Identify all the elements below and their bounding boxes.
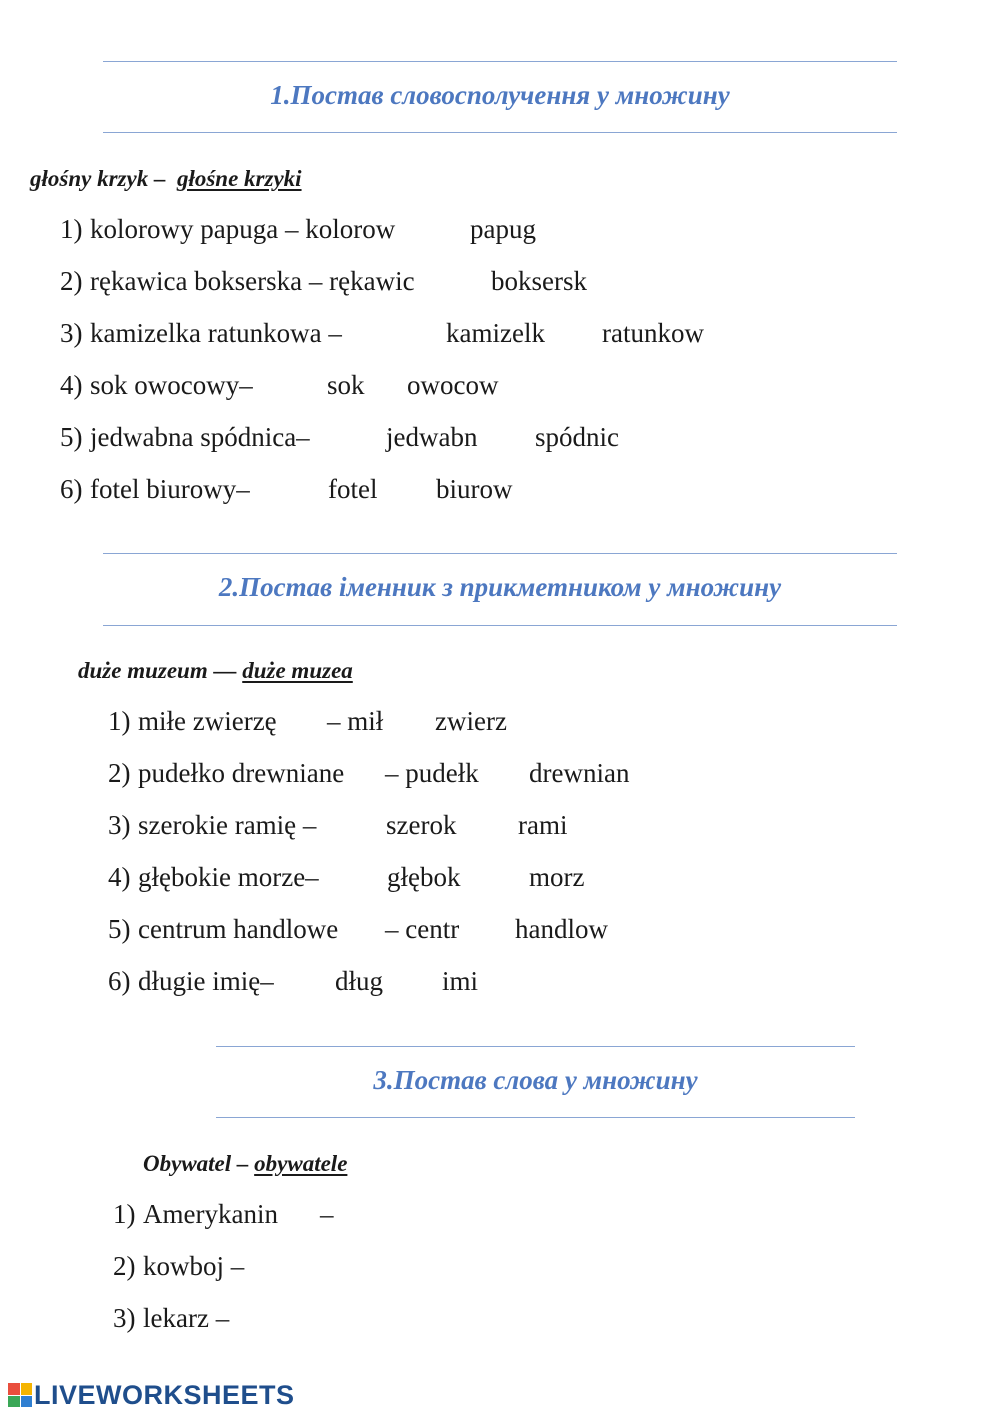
item-phrase: kamizelka ratunkowa – xyxy=(90,318,342,348)
item-stem-1: szerok xyxy=(386,810,457,840)
item-number: 1) xyxy=(108,706,131,736)
item-number: 2) xyxy=(113,1251,136,1281)
item-stem-2: spódnic xyxy=(535,422,619,452)
section-1-title: 1.Постав словосполучення у множину xyxy=(270,80,730,110)
item-number: 4) xyxy=(108,862,131,892)
section-3-example xyxy=(143,1151,347,1177)
example-answer: głośne krzyki xyxy=(176,166,302,191)
item-number: 1) xyxy=(60,214,83,244)
item-stem-2: zwierz xyxy=(435,706,507,736)
item-stem-2: papug xyxy=(470,214,536,244)
item-phrase: Amerykanin xyxy=(143,1199,278,1229)
item-phrase: kowboj – xyxy=(143,1251,245,1281)
section-1-top-rule xyxy=(103,61,897,62)
item-number: 1) xyxy=(113,1199,136,1229)
item-stem-1: – xyxy=(320,1199,334,1229)
section-3-top-rule xyxy=(216,1046,855,1047)
item-phrase: lekarz – xyxy=(143,1303,230,1333)
item-number: 3) xyxy=(113,1303,136,1333)
item-stem-1: sok xyxy=(327,370,365,400)
item-stem-1: – mił xyxy=(327,706,384,736)
item-number: 6) xyxy=(108,966,131,996)
item-stem-1: dług xyxy=(335,966,384,996)
section-3-title: 3.Постав слова у множину xyxy=(373,1065,698,1095)
section-1-example xyxy=(30,166,302,192)
item-phrase: miłe zwierzę xyxy=(138,706,277,736)
item-stem-2: drewnian xyxy=(529,758,630,788)
item-phrase: rękawica bokserska – rękawic xyxy=(90,266,415,296)
item-phrase: długie imię– xyxy=(138,966,274,996)
section-2-bottom-rule xyxy=(103,625,897,626)
section-2-title: 2.Постав іменник з прикметником у множину xyxy=(218,572,782,602)
item-number: 5) xyxy=(60,422,83,452)
item-number: 5) xyxy=(108,914,131,944)
example-prompt: głośny krzyk – xyxy=(30,166,166,191)
item-phrase: szerokie ramię – xyxy=(138,810,317,840)
example-answer: obywatele xyxy=(254,1151,348,1176)
example-prompt: Obywatel – xyxy=(143,1151,249,1176)
item-stem-2: imi xyxy=(442,966,479,996)
logo-blocks-icon xyxy=(8,1383,32,1407)
item-number: 2) xyxy=(60,266,83,296)
item-phrase: głębokie morze– xyxy=(138,862,319,892)
item-stem-2: morz xyxy=(529,862,585,892)
item-phrase: fotel biurowy– xyxy=(90,474,250,504)
item-stem-1: jedwabn xyxy=(386,422,478,452)
item-stem-2: handlow xyxy=(515,914,608,944)
item-stem-2: boksersk xyxy=(491,266,587,296)
item-stem-1: głębok xyxy=(387,862,461,892)
item-stem-2: owocow xyxy=(407,370,499,400)
item-stem-1: – pudełk xyxy=(385,758,479,788)
item-phrase: centrum handlowe xyxy=(138,914,339,944)
section-2-top-rule xyxy=(103,553,897,554)
example-answer: duże muzea xyxy=(242,658,353,683)
item-phrase: sok owocowy– xyxy=(90,370,253,400)
item-stem-2: rami xyxy=(518,810,568,840)
item-number: 3) xyxy=(60,318,83,348)
section-1-bottom-rule xyxy=(103,132,897,133)
item-stem-1: fotel xyxy=(328,474,378,504)
item-number: 4) xyxy=(60,370,83,400)
item-number: 3) xyxy=(108,810,131,840)
item-stem-2: ratunkow xyxy=(602,318,704,348)
item-phrase: kolorowy papuga – kolorow xyxy=(90,214,396,244)
item-stem-1: – centr xyxy=(385,914,460,944)
section-2-example xyxy=(78,658,353,684)
liveworksheets-logo xyxy=(8,1378,295,1412)
item-number: 6) xyxy=(60,474,83,504)
brand-name: LIVEWORKSHEETS xyxy=(34,1379,295,1410)
item-stem-2: biurow xyxy=(436,474,513,504)
example-prompt: duże muzeum — xyxy=(78,658,237,683)
item-number: 2) xyxy=(108,758,131,788)
item-phrase: jedwabna spódnica– xyxy=(90,422,310,452)
section-3-bottom-rule xyxy=(216,1117,855,1118)
item-stem-1: kamizelk xyxy=(446,318,545,348)
item-phrase: pudełko drewniane xyxy=(138,758,345,788)
